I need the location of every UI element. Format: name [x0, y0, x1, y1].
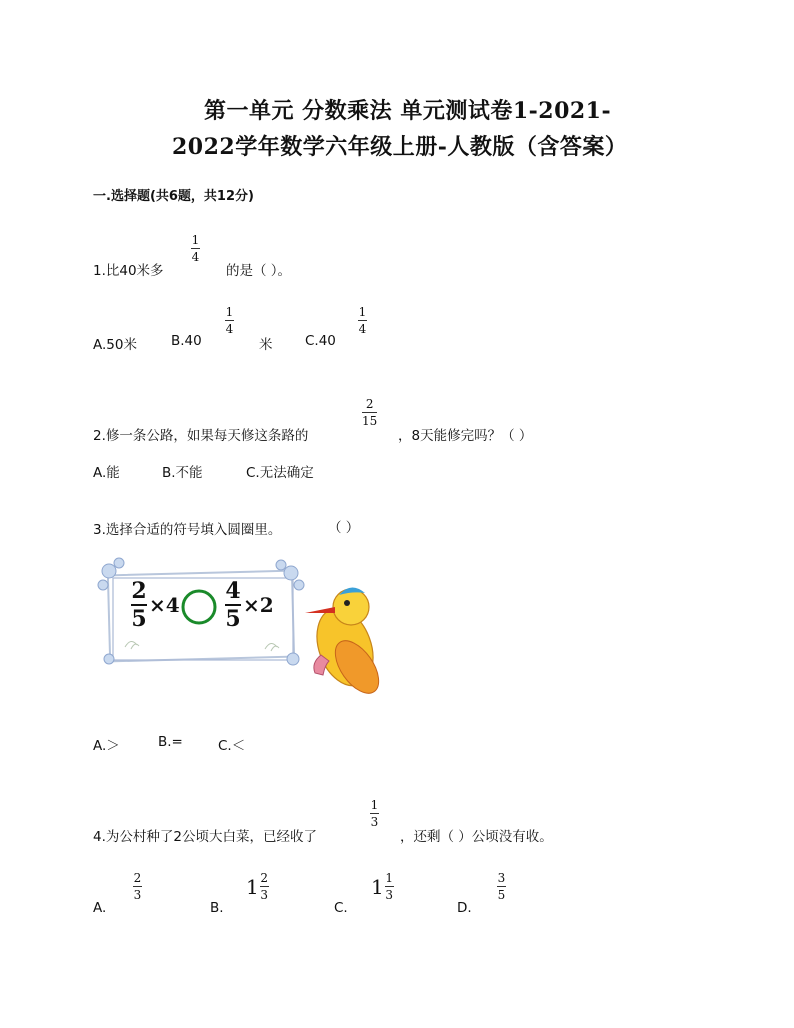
q4-stem-a: 4.为公村种了2公顷大白菜，已经收了	[93, 829, 317, 845]
fraction-bar	[358, 320, 367, 321]
fraction-denominator: 15	[362, 414, 378, 428]
q4-option-b[interactable]: B.	[210, 900, 224, 916]
q1-stem-b: 的是（ ）。	[226, 263, 292, 279]
q2-stem-a: 2.修一条公路，如果每天修这条路的	[93, 428, 309, 444]
fraction-denominator: 5	[497, 888, 506, 902]
fraction-numerator: 2	[365, 397, 374, 411]
mixed-fraction	[260, 872, 269, 901]
q4-option-a[interactable]: A.	[93, 900, 107, 916]
q3-right-fraction	[225, 580, 241, 630]
fraction-bar	[191, 248, 200, 249]
fraction-numerator: 2	[131, 578, 147, 604]
fraction-denominator: 4	[225, 322, 234, 336]
q1-option-c[interactable]: C.40	[305, 333, 336, 349]
fraction-bar	[497, 886, 506, 887]
fraction-denominator: 4	[358, 322, 367, 336]
fraction-denominator: 5	[225, 606, 241, 632]
fraction-bar	[225, 320, 234, 321]
mixed-whole: 1	[371, 874, 384, 899]
q3-option-c[interactable]: C.＜	[218, 738, 246, 754]
q3-option-a[interactable]: A.＞	[93, 738, 120, 754]
fraction-bar	[385, 886, 394, 887]
bird-illustration	[305, 587, 387, 700]
q3-option-b[interactable]: B.=	[158, 734, 183, 750]
q2-fraction	[362, 398, 377, 427]
fraction-denominator: 4	[191, 250, 200, 264]
fraction-denominator: 3	[260, 888, 269, 902]
fraction-numerator: 1	[385, 871, 394, 885]
q1-option-b[interactable]: B.40	[171, 333, 202, 349]
q3-left-operator: ×4	[149, 593, 180, 617]
q4-stem-b: ，还剩（ ）公顷没有收。	[400, 829, 553, 845]
q1-option-c-fraction	[358, 306, 367, 335]
fraction-bar	[133, 886, 142, 887]
mixed-whole: 1	[246, 874, 259, 899]
q1-option-b-fraction	[225, 306, 234, 335]
q3-right-operator: ×2	[243, 593, 274, 617]
fraction-numerator: 2	[260, 871, 269, 885]
fraction-numerator: 2	[133, 871, 142, 885]
q1-option-a[interactable]: A.50米	[93, 337, 137, 353]
fraction-bar	[370, 813, 379, 814]
q3-figure	[95, 555, 395, 705]
fraction-bar	[260, 886, 269, 887]
q4-option-d-fraction	[497, 872, 506, 901]
q4-option-a-fraction	[133, 872, 142, 901]
page-title-line2: 2022学年数学六年级上册-人教版（含答案）	[172, 134, 628, 160]
q2-option-c[interactable]: C.无法确定	[246, 465, 314, 481]
fraction-numerator: 1	[191, 233, 200, 247]
fraction-denominator: 3	[370, 815, 379, 829]
q1-fraction	[191, 234, 200, 263]
fraction-denominator: 5	[131, 606, 147, 632]
fraction-bar	[362, 412, 377, 413]
q3-stem: 3.选择合适的符号填入圆圈里。	[93, 522, 282, 538]
fraction-numerator: 1	[358, 305, 367, 319]
q1-stem-a: 1.比40米多	[93, 263, 164, 279]
fraction-numerator: 1	[370, 798, 379, 812]
page-title-line1: 第一单元 分数乘法 单元测试卷1-2021-	[204, 98, 612, 124]
q4-option-b-mixed-number	[246, 872, 269, 901]
q3-left-fraction	[131, 580, 147, 630]
q4-option-c[interactable]: C.	[334, 900, 348, 916]
q2-stem-b: ，8天能修完吗？（ ）	[398, 428, 533, 444]
q4-option-c-mixed-number	[371, 872, 394, 901]
q3-answer-paren: （ ）	[328, 520, 360, 536]
q1-option-b-unit: 米	[259, 337, 273, 353]
fraction-denominator: 3	[385, 888, 394, 902]
section-heading: 一.选择题(共6题，共12分)	[93, 189, 254, 204]
fraction-numerator: 4	[225, 578, 241, 604]
q4-option-d[interactable]: D.	[457, 900, 472, 916]
fraction-numerator: 1	[225, 305, 234, 319]
q4-fraction	[370, 799, 379, 828]
q2-option-b[interactable]: B.不能	[162, 465, 203, 481]
mixed-fraction	[385, 872, 394, 901]
fraction-numerator: 3	[497, 871, 506, 885]
fraction-denominator: 3	[133, 888, 142, 902]
q2-option-a[interactable]: A.能	[93, 465, 120, 481]
